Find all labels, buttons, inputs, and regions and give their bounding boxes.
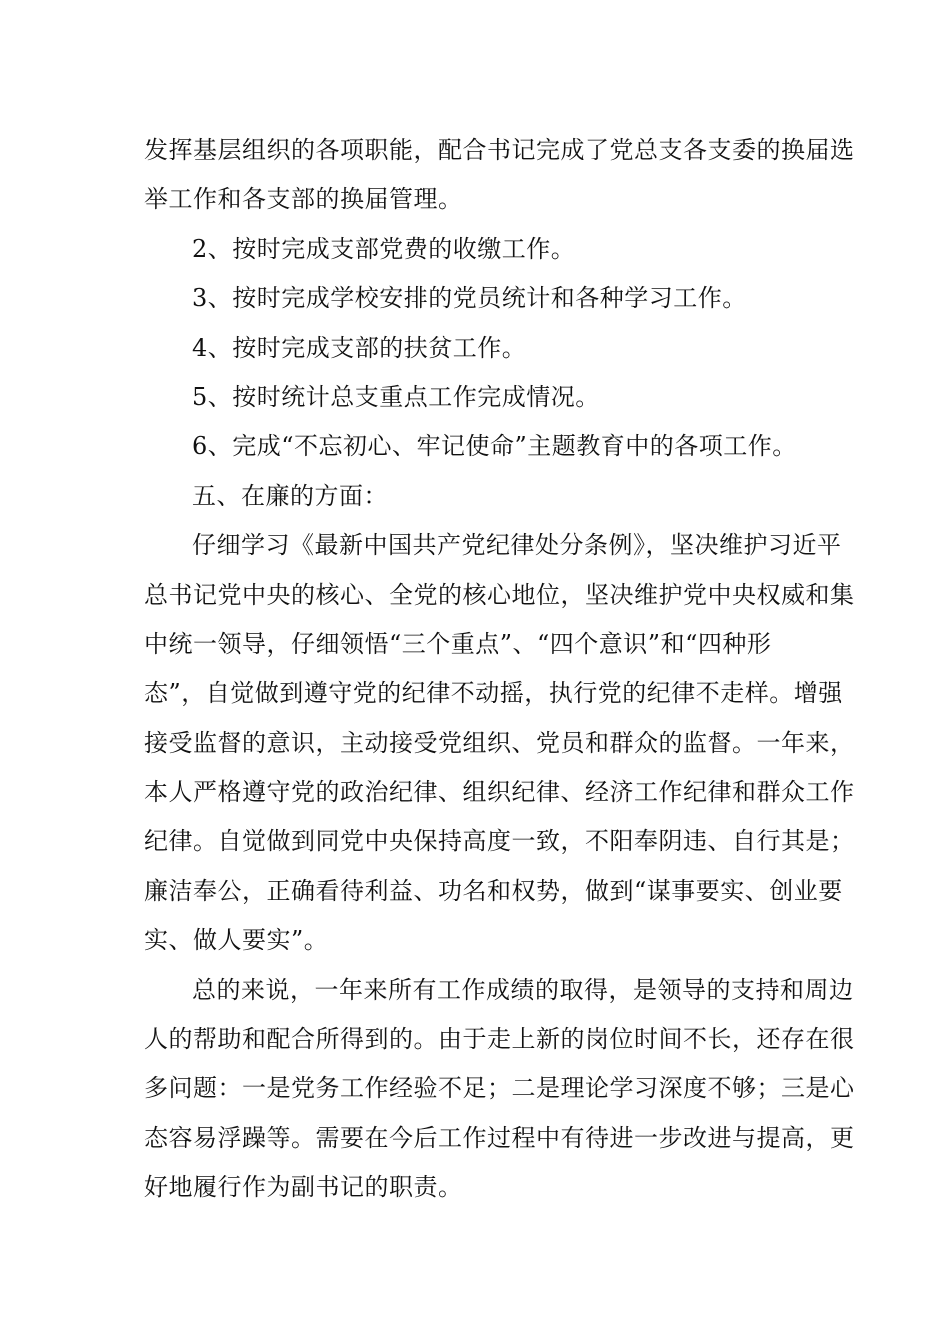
text-line: 发挥基层组织的各项职能，配合书记完成了党总支各支委的换届选 [144, 136, 855, 164]
list-item-poverty: 4、按时完成支部的扶贫工作。 [192, 333, 527, 362]
document-body [144, 126, 855, 1213]
text-line: 实、做人要实”。 [144, 926, 329, 955]
text-line: 总的来说，一年来所有工作成绩的取得，是领导的支持和周边 [192, 975, 854, 1004]
text-line: 廉洁奉公，正确看待利益、功名和权势，做到“谋事要实、创业要 [144, 876, 843, 905]
list-item-key-work: 5、按时统计总支重点工作完成情况。 [192, 382, 600, 411]
text-line: 仔细学习《最新中国共产党纪律处分条例》，坚决维护习近平 [192, 531, 842, 560]
text-line: 总书记党中央的核心、全党的核心地位，坚决维护党中央权威和集 [144, 580, 855, 609]
text-line: 人的帮助和配合所得到的。由于走上新的岗位时间不长，还存在很 [144, 1025, 855, 1054]
list-item-statistics: 3、按时完成学校安排的党员统计和各种学习工作。 [192, 284, 747, 313]
text-line: 本人严格遵守党的政治纪律、组织纪律、经济工作纪律和群众工作 [144, 778, 855, 807]
text-line: 多问题：一是党务工作经验不足；二是理论学习深度不够；三是心 [144, 1074, 855, 1103]
text-line: 态容易浮躁等。需要在今后工作过程中有待进一步改进与提高，更 [144, 1123, 855, 1152]
text-line: 态”，自觉做到遵守党的纪律不动摇，执行党的纪律不走样。增强 [144, 679, 843, 708]
text-line: 接受监督的意识，主动接受党组织、党员和群众的监督。一年来， [144, 728, 855, 757]
list-item-theme-education: 6、完成“不忘初心、牢记使命”主题教育中的各项工作。 [192, 432, 797, 461]
text-line: 好地履行作为副书记的职责。 [144, 1173, 463, 1202]
list-item-dues: 2、按时完成支部党费的收缴工作。 [192, 234, 576, 263]
text-line: 举工作和各支部的换届管理。 [144, 185, 463, 214]
text-line: 中统一领导，仔细领悟“三个重点”、“四个意识”和“四种形 [144, 629, 772, 658]
section-heading-integrity: 五、在廉的方面： [192, 481, 388, 510]
text-line: 纪律。自觉做到同党中央保持高度一致，不阳奉阴违、自行其是； [144, 827, 855, 856]
